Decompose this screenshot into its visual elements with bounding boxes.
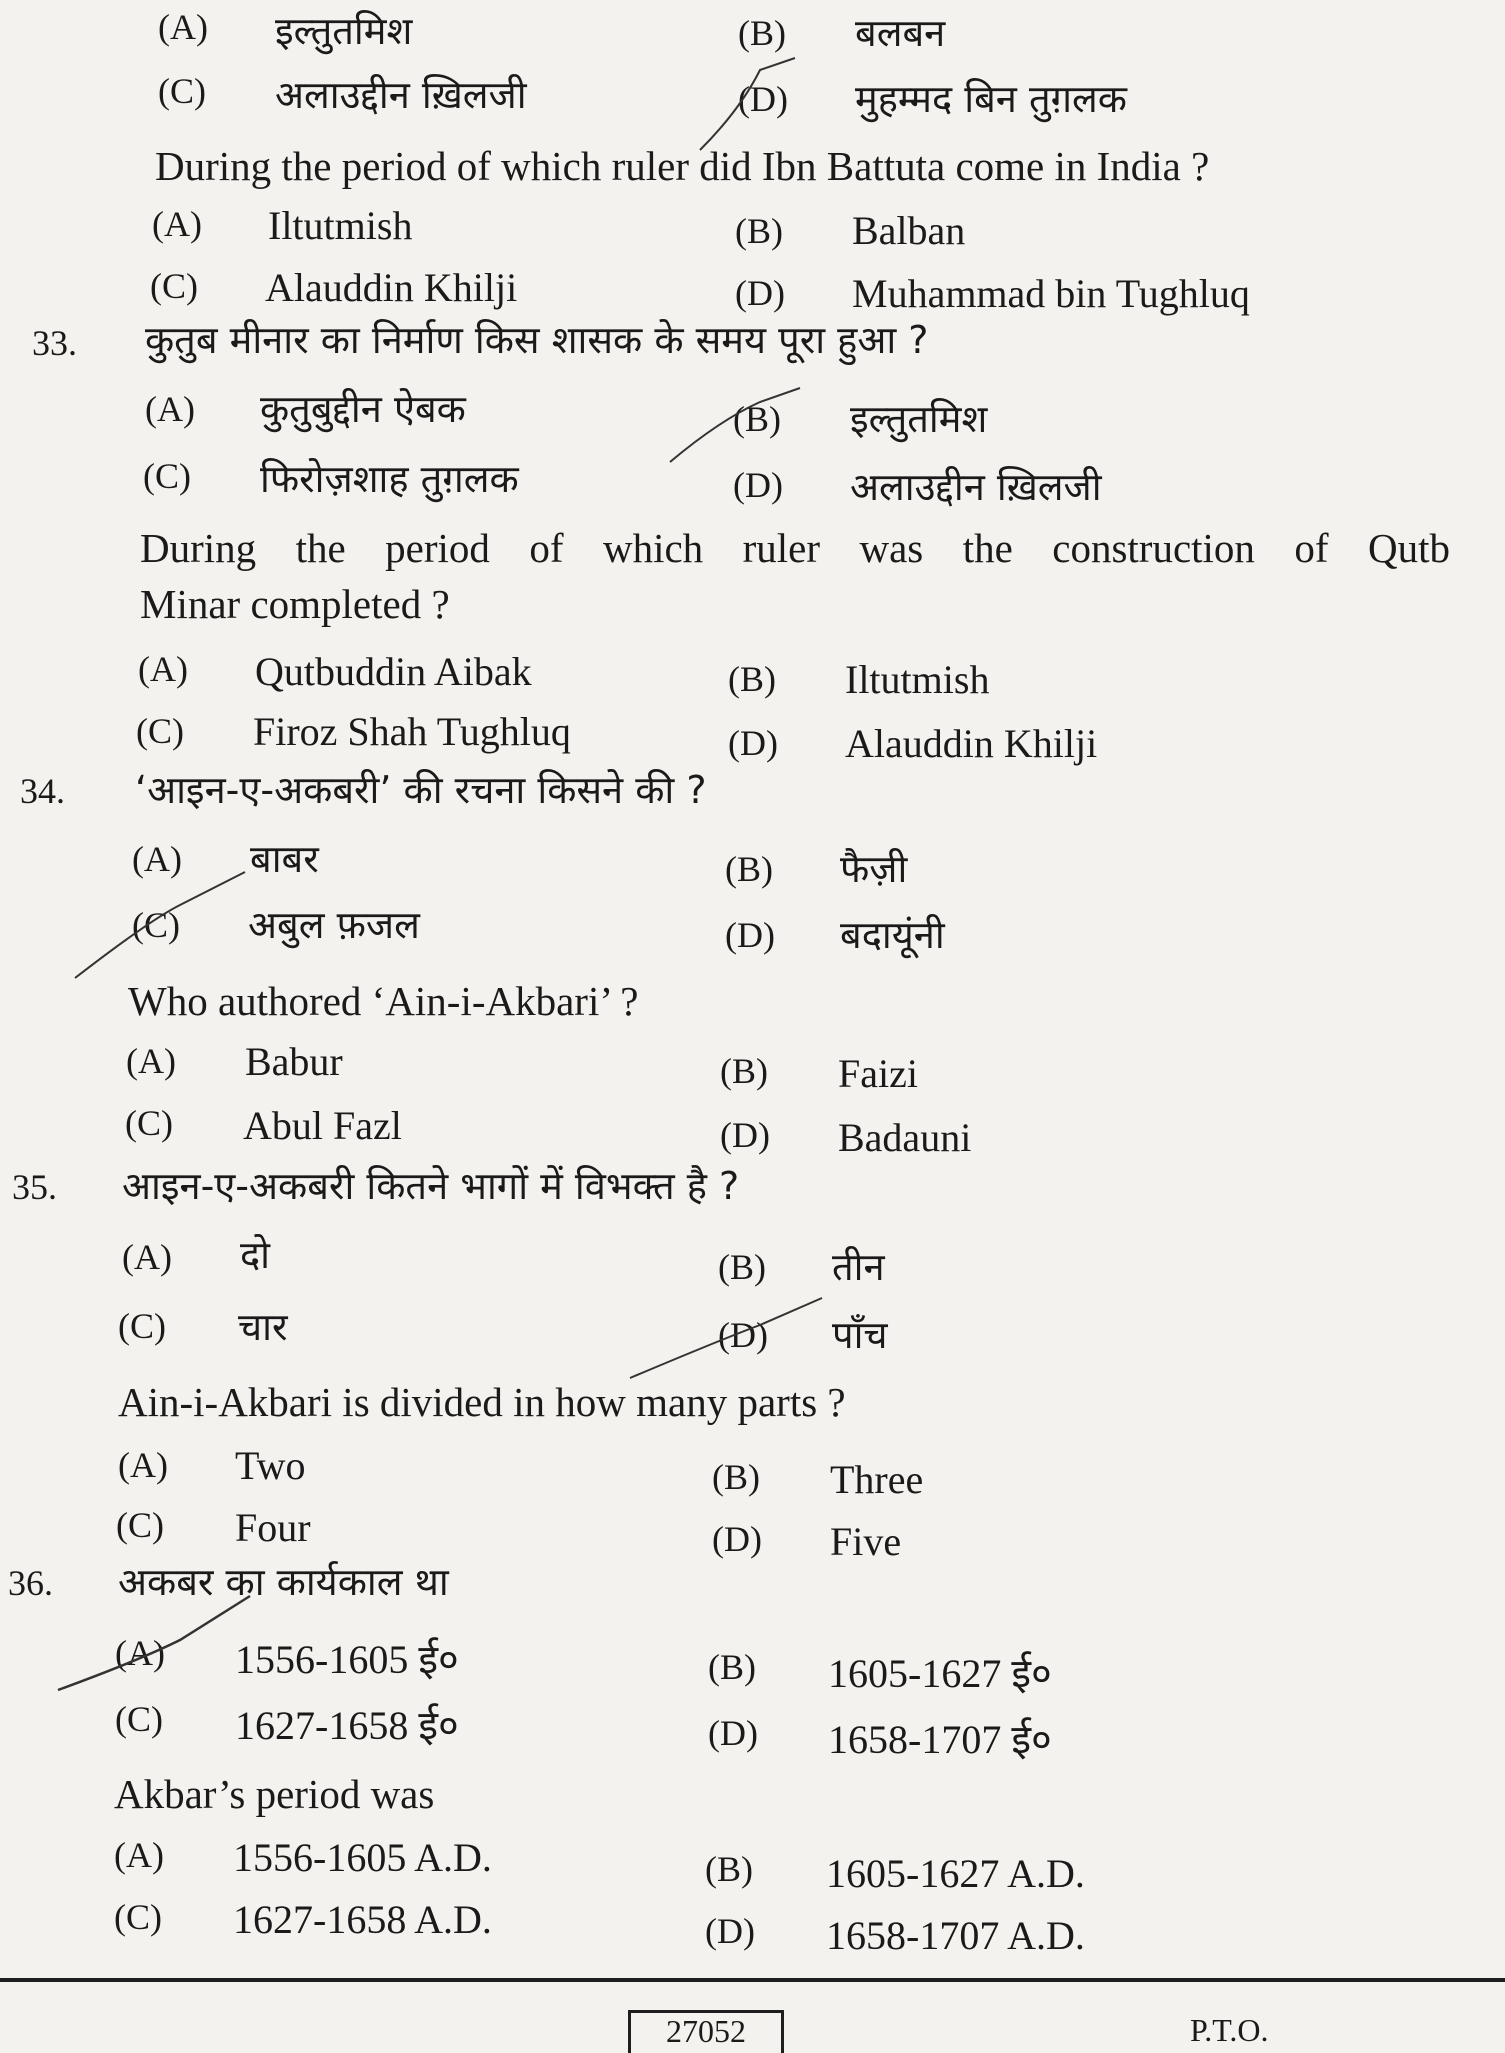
- q36-en-option-d: 1658-1707 A.D.: [826, 1913, 1085, 1958]
- q33-en-label-d: (D): [728, 723, 778, 763]
- q34-number: 34.: [20, 771, 65, 811]
- q34-hi-label-c: (C): [132, 905, 180, 945]
- q35-hi-option-d: पाँच: [832, 1313, 888, 1357]
- q32-en-question: During the period of which ruler did Ibn Battuta come in India ?: [155, 143, 1210, 189]
- footer-code: 27052: [628, 2010, 784, 2053]
- q35-hi-label-d: (D): [718, 1315, 768, 1355]
- q35-number: 35.: [12, 1167, 57, 1207]
- q32-hi-label-b: (B): [738, 13, 786, 53]
- q34-hi-option-b: फैज़ी: [840, 847, 908, 891]
- q36-hi-question: अकबर का कार्यकाल था: [118, 1560, 449, 1604]
- q35-en-label-d: (D): [712, 1519, 762, 1559]
- q34-hi-question: ‘आइन-ए-अकबरी’ की रचना किसने की ?: [135, 768, 707, 812]
- q34-hi-label-a: (A): [132, 839, 182, 879]
- q34-en-question: Who authored ‘Ain-i-Akbari’ ?: [128, 978, 639, 1024]
- q36-number: 36.: [8, 1563, 53, 1603]
- q34-hi-label-b: (B): [725, 849, 773, 889]
- q34-hi-option-c: अबुल फ़जल: [248, 903, 420, 947]
- q33-hi-label-c: (C): [143, 456, 191, 496]
- q32-en-option-b: Balban: [852, 208, 966, 253]
- q32-en-option-c: Alauddin Khilji: [265, 265, 518, 310]
- q34-en-label-a: (A): [126, 1041, 176, 1081]
- q32-en-option-a: Iltutmish: [268, 203, 413, 248]
- q33-en-option-b: Iltutmish: [845, 657, 990, 702]
- q33-en-option-d: Alauddin Khilji: [845, 721, 1098, 766]
- q33-hi-question: कुतुब मीनार का निर्माण किस शासक के समय पूरा हुआ ?: [145, 318, 929, 362]
- q35-en-option-c: Four: [235, 1505, 311, 1550]
- q34-en-label-c: (C): [125, 1103, 173, 1143]
- q36-hi-label-a: (A): [115, 1633, 165, 1673]
- q34-en-label-b: (B): [720, 1051, 768, 1091]
- q32-hi-option-b: बलबन: [855, 11, 946, 55]
- q35-en-option-a: Two: [235, 1443, 306, 1488]
- footer-pto: P.T.O.: [1190, 2012, 1269, 2048]
- q36-en-label-c: (C): [114, 1897, 162, 1937]
- q33-en-question-line1: During the period of which ruler was the construction of Qutb: [140, 525, 1450, 571]
- q34-en-label-d: (D): [720, 1115, 770, 1155]
- footer-rule: [0, 1978, 1505, 1982]
- q35-hi-label-a: (A): [122, 1237, 172, 1277]
- q35-en-label-b: (B): [712, 1457, 760, 1497]
- q32-en-label-a: (A): [152, 204, 202, 244]
- q36-en-option-b: 1605-1627 A.D.: [826, 1851, 1085, 1896]
- q33-hi-label-b: (B): [733, 399, 781, 439]
- q32-en-label-d: (D): [735, 273, 785, 313]
- q33-hi-label-a: (A): [145, 389, 195, 429]
- q32-hi-label-d: (D): [738, 79, 788, 119]
- q35-hi-option-a: दो: [240, 1233, 271, 1277]
- q35-hi-label-c: (C): [118, 1306, 166, 1346]
- q33-en-option-c: Firoz Shah Tughluq: [253, 709, 571, 754]
- q35-hi-question: आइन-ए-अकबरी कितने भागों में विभक्त है ?: [122, 1164, 740, 1208]
- q36-hi-label-d: (D): [708, 1713, 758, 1753]
- q33-hi-option-b: इल्तुतमिश: [850, 397, 988, 441]
- q36-hi-option-c: 1627-1658 ई०: [235, 1703, 459, 1748]
- q32-hi-option-c: अलाउद्दीन ख़िलजी: [275, 73, 527, 117]
- q35-en-label-c: (C): [116, 1505, 164, 1545]
- q34-en-option-c: Abul Fazl: [243, 1103, 402, 1148]
- q36-hi-option-d: 1658-1707 ई०: [828, 1717, 1052, 1762]
- q34-hi-option-a: बाबर: [250, 837, 319, 881]
- q33-hi-label-d: (D): [733, 465, 783, 505]
- q33-hi-option-c: फिरोज़शाह तुग़लक: [260, 457, 519, 501]
- q33-hi-option-d: अलाउद्दीन ख़िलजी: [850, 465, 1102, 509]
- q32-en-label-c: (C): [150, 266, 198, 306]
- q36-hi-option-b: 1605-1627 ई०: [828, 1651, 1052, 1696]
- q36-hi-label-b: (B): [708, 1647, 756, 1687]
- q34-en-option-a: Babur: [245, 1039, 343, 1084]
- q36-hi-option-a: 1556-1605 ई०: [235, 1637, 459, 1682]
- q33-number: 33.: [32, 323, 77, 363]
- q35-hi-option-b: तीन: [832, 1245, 885, 1289]
- q35-hi-option-c: चार: [238, 1305, 288, 1349]
- q34-en-option-d: Badauni: [838, 1115, 972, 1160]
- q35-en-option-d: Five: [830, 1519, 902, 1564]
- q36-en-question: Akbar’s period was: [114, 1771, 435, 1817]
- q33-en-question-line2: Minar completed ?: [140, 581, 450, 627]
- q36-en-option-a: 1556-1605 A.D.: [233, 1835, 492, 1880]
- q36-en-option-c: 1627-1658 A.D.: [233, 1897, 492, 1942]
- q33-en-label-c: (C): [136, 711, 184, 751]
- q36-hi-label-c: (C): [115, 1699, 163, 1739]
- q33-hi-option-a: कुतुबुद्दीन ऐबक: [260, 387, 466, 431]
- q33-en-label-b: (B): [728, 659, 776, 699]
- q33-en-option-a: Qutbuddin Aibak: [255, 649, 532, 694]
- q32-hi-option-a: इल्तुतमिश: [275, 9, 413, 53]
- q34-hi-option-d: बदायूंनी: [840, 913, 945, 957]
- q32-hi-label-a: (A): [158, 7, 208, 47]
- q35-hi-label-b: (B): [718, 1247, 766, 1287]
- q34-en-option-b: Faizi: [838, 1051, 918, 1096]
- q32-hi-option-d: मुहम्मद बिन तुग़लक: [855, 77, 1127, 121]
- q34-hi-label-d: (D): [725, 915, 775, 955]
- q35-en-question: Ain-i-Akbari is divided in how many parts ?: [118, 1379, 846, 1425]
- q32-hi-label-c: (C): [158, 71, 206, 111]
- q36-en-label-b: (B): [705, 1849, 753, 1889]
- q32-en-option-d: Muhammad bin Tughluq: [852, 271, 1250, 316]
- q35-en-label-a: (A): [118, 1445, 168, 1485]
- q33-en-label-a: (A): [138, 649, 188, 689]
- q32-en-label-b: (B): [735, 211, 783, 251]
- q36-en-label-a: (A): [114, 1835, 164, 1875]
- q35-en-option-b: Three: [830, 1457, 924, 1502]
- q36-en-label-d: (D): [705, 1911, 755, 1951]
